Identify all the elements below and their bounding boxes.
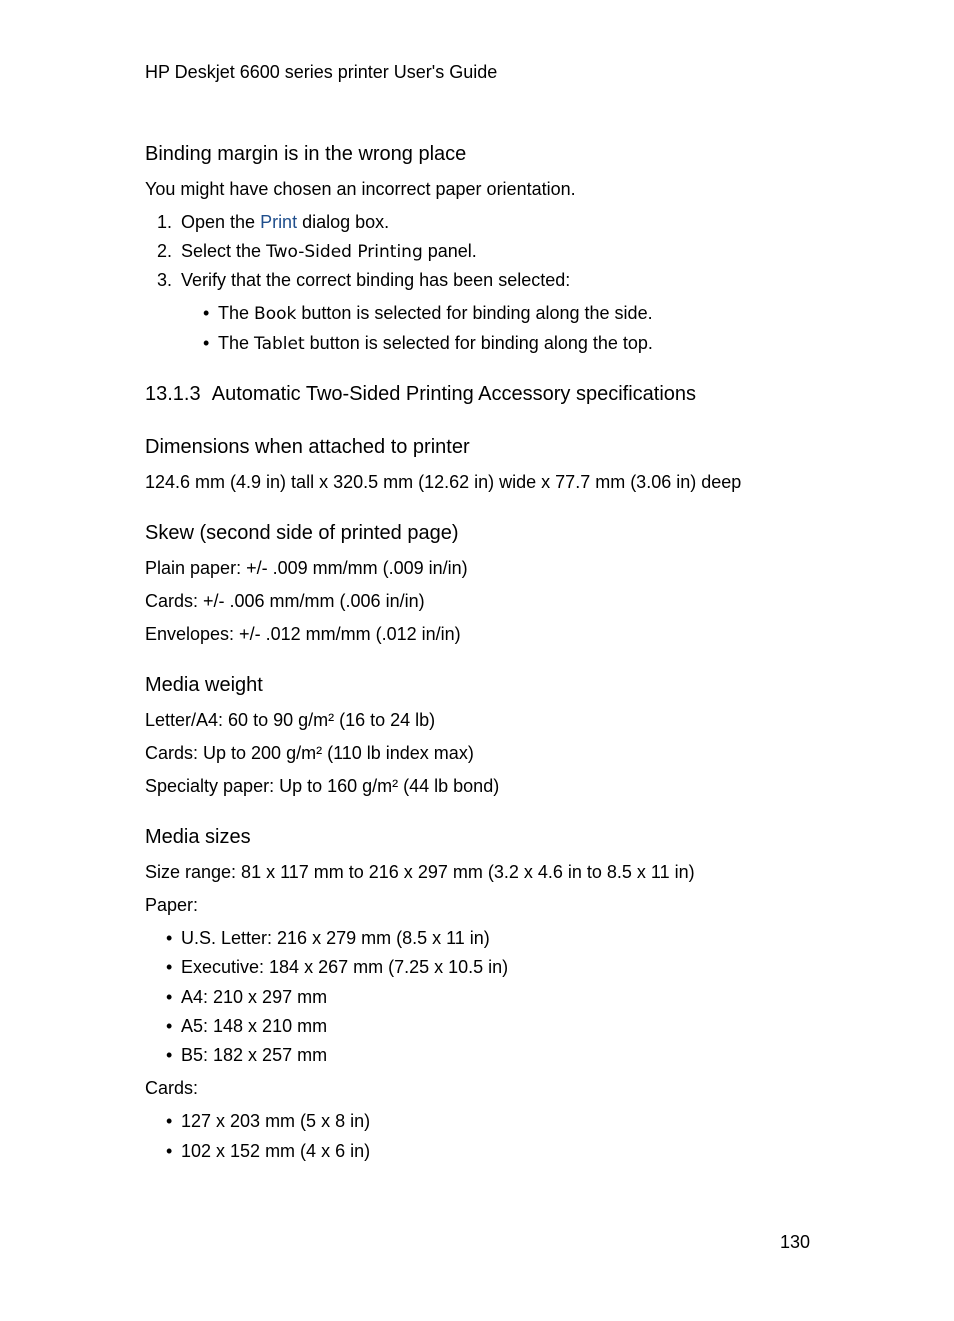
- list-item: [166, 1141, 371, 1162]
- paper-label: Paper:: [145, 895, 199, 915]
- list-item-text: A5: 148 x 210 mm: [181, 1016, 328, 1036]
- list-item-text: U.S. Letter: 216 x 279 mm (8.5 x 11 in): [181, 928, 490, 948]
- dimensions-heading: Dimensions when attached to printer: [145, 436, 470, 458]
- section-title: [145, 383, 696, 406]
- list-item-text: A4: 210 x 297 mm: [181, 987, 328, 1007]
- size-range: Size range: 81 x 117 mm to 216 x 297 mm (3.2 x 4.6 in to 8.5 x 11 in): [145, 862, 695, 882]
- bullet-icon: •: [166, 1045, 173, 1065]
- list-item: [166, 1111, 371, 1132]
- step-text: dialog box.: [297, 212, 390, 232]
- step-number: 1.: [157, 212, 173, 232]
- step-text: Verify that the correct binding has been selected:: [181, 270, 571, 290]
- skew-line: Envelopes: +/- .012 mm/mm (.012 in/in): [145, 624, 461, 644]
- section-number: 13.1.3: [145, 383, 201, 405]
- list-item-text: 127 x 203 mm (5 x 8 in): [181, 1111, 371, 1131]
- media-sizes-heading: Media sizes: [145, 826, 251, 848]
- bullet-text: The: [218, 303, 255, 323]
- bullet-icon: •: [166, 957, 173, 977]
- step-3: [157, 270, 571, 291]
- binding-intro: You might have chosen an incorrect paper orientation.: [145, 179, 576, 199]
- step-number: 2.: [157, 241, 173, 261]
- step-number: 3.: [157, 270, 173, 290]
- list-item: [166, 928, 490, 949]
- list-item: [166, 987, 328, 1008]
- ui-term-tablet: Tablet: [254, 334, 305, 354]
- media-weight-line: Cards: Up to 200 g/m² (110 lb index max): [145, 743, 474, 763]
- bullet-icon: •: [166, 1141, 173, 1161]
- list-item-text: Executive: 184 x 267 mm (7.25 x 10.5 in): [181, 957, 509, 977]
- bullet-text: The: [218, 333, 255, 353]
- media-weight-heading: Media weight: [145, 674, 263, 696]
- cards-label: Cards:: [145, 1078, 199, 1098]
- list-item: [166, 957, 509, 978]
- sub-bullet-tablet: [203, 333, 653, 354]
- list-item-text: B5: 182 x 257 mm: [181, 1045, 328, 1065]
- binding-heading: Binding margin is in the wrong place: [145, 143, 467, 165]
- bullet-icon: •: [203, 303, 210, 323]
- list-item-text: 102 x 152 mm (4 x 6 in): [181, 1141, 371, 1161]
- skew-line: Cards: +/- .006 mm/mm (.006 in/in): [145, 591, 425, 611]
- ui-term-two-sided-printing: Two-Sided Printing: [266, 242, 423, 262]
- step-text: Select the: [181, 241, 267, 261]
- skew-line: Plain paper: +/- .009 mm/mm (.009 in/in): [145, 558, 468, 578]
- bullet-icon: •: [166, 1016, 173, 1036]
- step-text: panel.: [422, 241, 477, 261]
- skew-heading: Skew (second side of printed page): [145, 522, 459, 544]
- running-header: HP Deskjet 6600 series printer User's Guide: [145, 62, 498, 82]
- bullet-icon: •: [203, 333, 210, 353]
- step-2: [157, 241, 477, 262]
- section-title-text: Automatic Two-Sided Printing Accessory specifications: [211, 383, 697, 405]
- step-text: Open the: [181, 212, 261, 232]
- ui-term-book: Book: [254, 304, 297, 324]
- media-weight-line: Specialty paper: Up to 160 g/m² (44 lb bond): [145, 776, 500, 796]
- bullet-text: button is selected for binding along the side.: [296, 303, 653, 323]
- list-item: [166, 1045, 328, 1066]
- step-1: [157, 212, 390, 233]
- sub-bullet-book: [203, 303, 653, 324]
- bullet-icon: •: [166, 1111, 173, 1131]
- dimensions-text: 124.6 mm (4.9 in) tall x 320.5 mm (12.62 in) wide x 77.7 mm (3.06 in) deep: [145, 472, 742, 492]
- bullet-icon: •: [166, 928, 173, 948]
- page-number: 130: [780, 1232, 811, 1252]
- media-weight-line: Letter/A4: 60 to 90 g/m² (16 to 24 lb): [145, 710, 436, 730]
- print-link[interactable]: Print: [260, 212, 298, 232]
- list-item: [166, 1016, 328, 1037]
- bullet-text: button is selected for binding along the top.: [304, 333, 653, 353]
- bullet-icon: •: [166, 987, 173, 1007]
